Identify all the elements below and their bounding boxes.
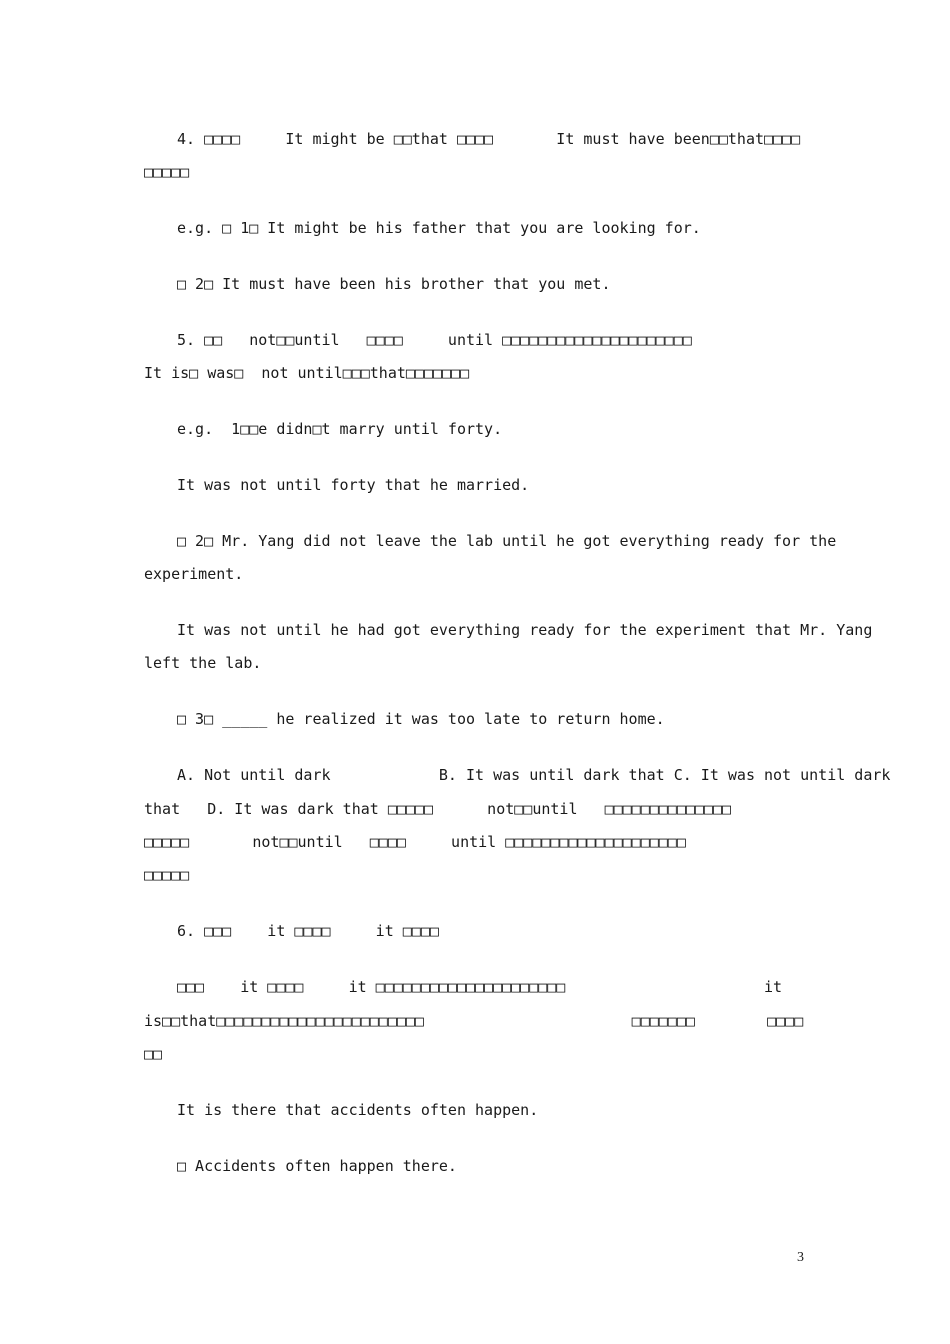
text-line: A. Not until dark B. It was until dark that C. It was not until dark <box>177 766 891 784</box>
text-line: is□□that□□□□□□□□□□□□□□□□□□□□□□□ □□□□□□□ □□□□ <box>144 1012 804 1030</box>
page-number: 3 <box>797 1250 804 1265</box>
text-line: □□ <box>144 1045 163 1063</box>
text-line: □ 2□ Mr. Yang did not leave the lab until he got everything ready for the <box>177 532 837 550</box>
text-line: It is there that accidents often happen. <box>177 1101 539 1119</box>
text-line: left the lab. <box>144 654 262 672</box>
text-line: It is□ was□ not until□□□that□□□□□□□ <box>144 364 470 382</box>
text-line: □ 3□ _____ he realized it was too late to return home. <box>177 710 665 728</box>
text-line: e.g. □ 1□ It might be his father that you are looking for. <box>177 219 701 237</box>
text-line: □ 2□ It must have been his brother that you met. <box>177 275 611 293</box>
text-line: e.g. 1□□e didn□t marry until forty. <box>177 420 503 438</box>
text-line: □□□□□ <box>144 163 190 181</box>
text-line: that D. It was dark that □□□□□ not□□until □□□□□□□□□□□□□□ <box>144 800 731 818</box>
text-line: □□□□□ not□□until □□□□ until □□□□□□□□□□□□□□□□□□□□ <box>144 833 686 851</box>
text-line: □□□ it □□□□ it □□□□□□□□□□□□□□□□□□□□□ it <box>177 978 783 996</box>
text-line: □□□□□ <box>144 866 190 884</box>
text-line: It was not until forty that he married. <box>177 476 530 494</box>
text-line: experiment. <box>144 565 244 583</box>
text-line: □ Accidents often happen there. <box>177 1157 457 1175</box>
text-line: 5. □□ not□□until □□□□ until □□□□□□□□□□□□□□□□□□□□□ <box>177 331 692 349</box>
text-line: 4. □□□□ It might be □□that □□□□ It must have been□□that□□□□ <box>177 130 801 148</box>
text-line: It was not until he had got everything ready for the experiment that Mr. Yang <box>177 621 873 639</box>
text-line: 6. □□□ it □□□□ it □□□□ <box>177 922 439 940</box>
